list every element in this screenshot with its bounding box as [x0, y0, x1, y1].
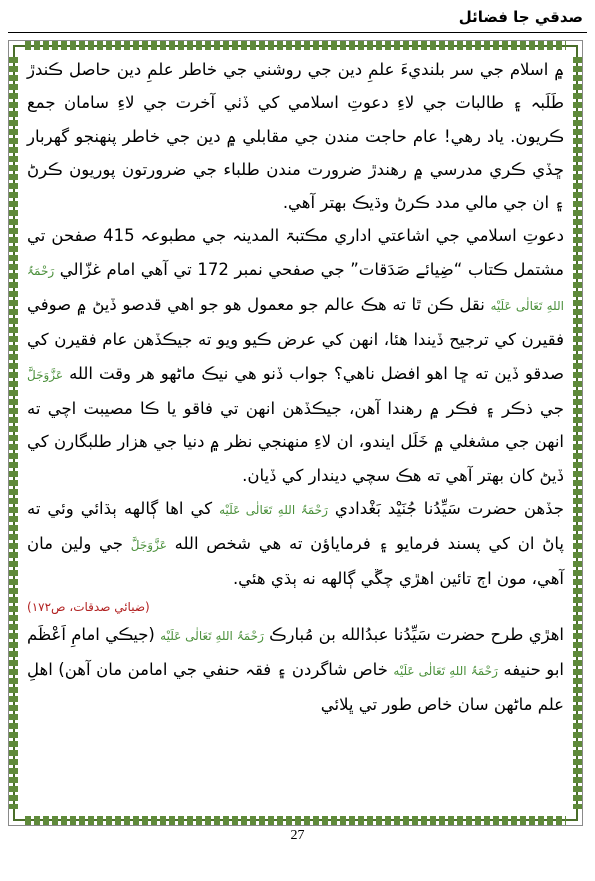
- paragraph-3: [27, 492, 564, 596]
- paragraph-4: [27, 618, 564, 722]
- page-header-title: صدقي جا فضائل: [458, 8, 583, 26]
- page-body: [27, 53, 564, 813]
- page-frame: [8, 40, 583, 826]
- honorific-text: رَحْمَۃُ اللهِ تَعَالٰی عَلَیْه: [160, 628, 264, 643]
- paragraph-text: نقل ڪن ٿا ته هڪ عالم جو معمول هو جو اهي قدصو ڏيڻ ۾ صوفي فقيرن کي ترجيح ڏيندا هئا، انهن کي عرض ڪيو ويو ته جيڪڏهن عام فقيرن کي صدقو ڏين ته ڇا اهو افضل ناهي؟ جواب ڏنو هي نيڪ ماڻهو هر وقت الله: [27, 295, 564, 383]
- border-ornament-right: [573, 57, 582, 809]
- honorific-text: رَحْمَۃُ اللهِ تَعَالٰی عَلَیْه: [219, 502, 328, 517]
- honorific-text: عَزَّوَجَلَّ: [130, 538, 167, 553]
- paragraph-text: ۾ اسلام جي سر بلنديءَ علمِ دين جي روشني جي خاطر علمِ دين حاصل ڪندڙ طَلَبہ ۽ طالبات جي لاءِ دعوتِ اسلامي کي ڏٺي آخرت جي لاءِ سامان جمع ڪريون. ياد رهي! عام حاجت مندن جي مقابلي ۾ دين جي خاطر پنهنجو گهربار ڇڏي ڪري مدرسي ۾ رهندڙ ضرورت مندن طلباء جي ضرورتون پوريون ڪرڻ ۽ ان جي مالي مدد ڪرڻ وڌيڪ بهتر آهي.: [27, 60, 564, 213]
- paragraph-text: جي ذڪر ۽ فڪر ۾ رهندا آهن، جيڪڏهن انهن تي فاقو يا ڪا مصيبت اچي ته انهن جي مشغلي ۾ خَلَل ايندو، ان لاءِ منهنجي نظر ۾ دنيا جي هزار طلبگارن کي ڏيڻ کان بهتر آهي ته هڪ سچي ديندار کي ڏيان.: [27, 398, 564, 485]
- header-divider: [8, 32, 587, 33]
- paragraph-2: [27, 219, 564, 491]
- source-reference: (ضيائي صدقات، ص۱۷۲): [27, 599, 150, 614]
- border-ornament-bottom: [25, 816, 566, 825]
- paragraph-text: دعوتِ اسلامي جي اشاعتي اداري مڪتبۃ المدينہ جي مطبوعہ 415 صفحن تي مشتمل ڪتاب “ضِيائے صَدَقات” جي صفحي نمبر 172 تي آهي امام غزّالي: [27, 226, 564, 279]
- paragraph-text: جڏهن حضرت سَيِّدُنا جُنَيْد بَغْدادي: [327, 498, 564, 518]
- paragraph-text: خاص شاگردن ۽ فقہ حنفي جي امامن مان آهن) اهلِ علم ماڻهن سان خاص طور تي ڀلائي: [27, 660, 564, 715]
- paragraph-text: اهڙي طرح حضرت سَيِّدُنا عبدُالله بن مُبارڪ: [263, 624, 564, 644]
- honorific-text: رَحْمَۃُ اللهِ تَعَالٰی عَلَیْه: [27, 263, 565, 314]
- paragraph-text: کي اها ڳالهه ٻڌائي وئي ته پاڻ ان کي پسند فرمايو ۽ فرماياؤن ته هي شخص الله: [27, 498, 564, 554]
- paragraph-text: (جيڪي امامِ اَعْظَم ابو حنيفه: [27, 624, 564, 680]
- honorific-text: عَزَّوَجَلَّ: [27, 367, 64, 382]
- paragraph-1: [27, 53, 564, 219]
- border-ornament-left: [9, 57, 18, 809]
- page-number: 27: [290, 828, 305, 843]
- honorific-text: رَحْمَۃُ اللهِ تَعَالٰی عَلَیْه: [393, 664, 498, 679]
- paragraph-text: جي ولين مان آهي، مون اڄ تائين اهڙي چڱي ڳالهه نه ٻڌي هئي.: [27, 534, 564, 589]
- border-ornament-top: [25, 41, 566, 50]
